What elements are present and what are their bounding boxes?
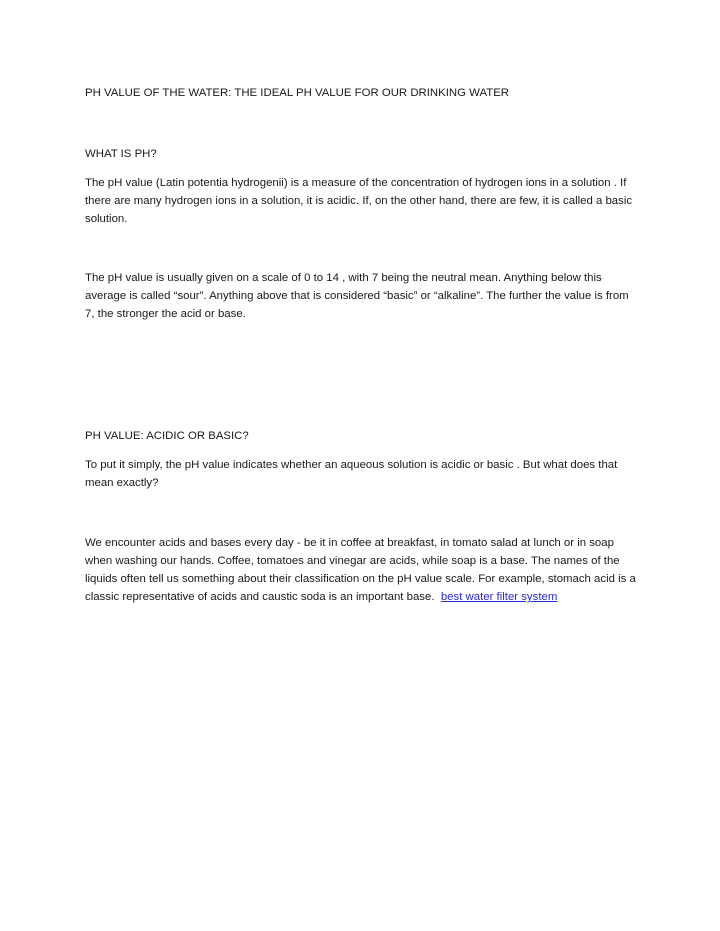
section-heading-what-is-ph: WHAT IS PH? <box>85 148 157 160</box>
paragraph-ph-definition: The pH value (Latin potentia hydrogenii) is a measure of the concentration of hydrogen ions in a solution . If there are many hydrogen ions in a solution, it is acidic. If, on the other hand, there are few, it is called a basic solution. <box>85 177 633 225</box>
best-water-filter-link[interactable]: best water filter system <box>440 591 558 603</box>
section-heading-acidic-or-basic: PH VALUE: ACIDIC OR BASIC? <box>85 430 249 442</box>
paragraph-acids-bases-everyday <box>85 534 640 606</box>
paragraph-ph-scale: The pH value is usually given on a scale of 0 to 14 , with 7 being the neutral mean. Anything below this average is called “sour”. Anything above that is considered “basic” or “alkaline”. The further the value is from 7, the stronger the acid or base. <box>85 272 629 320</box>
document-title: PH VALUE OF THE WATER: THE IDEAL PH VALUE FOR OUR DRINKING WATER <box>85 87 510 99</box>
paragraph-acidic-basic-intro: To put it simply, the pH value indicates whether an aqueous solution is acidic or basic . But what does that mean exactly? <box>85 459 618 489</box>
paragraph-acids-bases-text: We encounter acids and bases every day - be it in coffee at breakfast, in tomato salad at lunch or in soap when washing our hands. Coffee, tomatoes and vinegar are acids, while soap is a base. The names of the liquids often tell us something about their classification on the pH value scale. For example, stomach acid is a classic representative of acids and caustic soda is an important base. <box>85 537 636 603</box>
